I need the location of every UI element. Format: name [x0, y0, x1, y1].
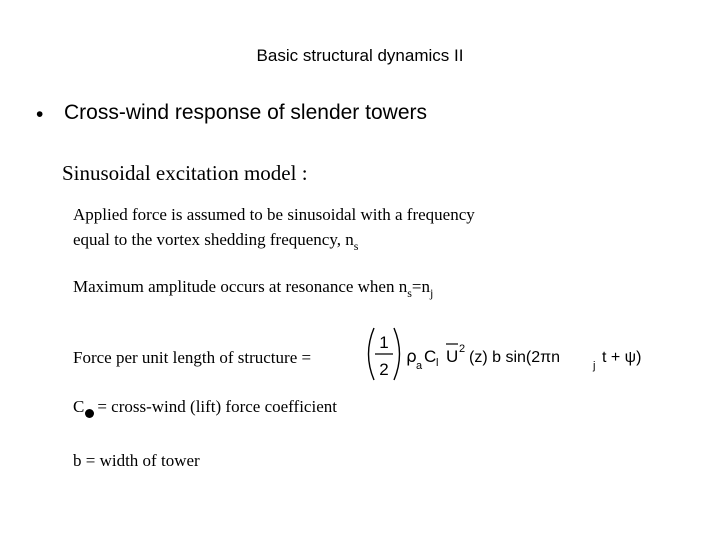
force-formula: [362, 322, 662, 386]
paragraph-text: =n: [411, 277, 430, 296]
bullet-heading: Cross-wind response of slender towers: [64, 101, 427, 124]
rho-subscript: a: [416, 360, 423, 372]
rho-symbol: ρ: [406, 347, 417, 367]
left-paren: [369, 328, 375, 380]
bullet-dot-icon: [85, 409, 94, 418]
c-symbol: C: [424, 347, 437, 366]
subscript: s: [353, 239, 359, 253]
u-symbol: U: [446, 347, 459, 366]
u-power: 2: [459, 343, 466, 355]
paragraph-line: Applied force is assumed to be sinusoidal with a frequency: [73, 205, 475, 224]
formula-text: (z) b sin(2πn: [469, 349, 561, 366]
resonance-statement: [73, 277, 434, 300]
n-subscript: j: [593, 360, 596, 372]
slide-title: Basic structural dynamics II: [256, 46, 464, 65]
lift-coefficient-definition: [73, 397, 337, 417]
section-subheading: Sinusoidal excitation model :: [62, 161, 308, 185]
width-definition: b = width of tower: [73, 451, 200, 470]
subscript: j: [430, 286, 434, 300]
subscript: s: [407, 286, 412, 300]
c-subscript: l: [436, 357, 439, 369]
paragraph-text: equal to the vortex shedding frequency, n: [73, 230, 354, 249]
formula-tail: t + ψ): [602, 349, 642, 366]
fraction-denominator: 2: [379, 360, 389, 379]
fraction-numerator: 1: [379, 333, 389, 352]
bullet-marker: •: [36, 103, 44, 126]
right-paren: [394, 328, 400, 380]
cl-text: = cross-wind (lift) force coefficient: [97, 397, 337, 416]
paragraph-text: Maximum amplitude occurs at resonance when n: [73, 277, 408, 296]
force-label: Force per unit length of structure =: [73, 348, 312, 367]
cl-symbol: C: [73, 397, 85, 416]
paragraph-line: [73, 230, 359, 253]
